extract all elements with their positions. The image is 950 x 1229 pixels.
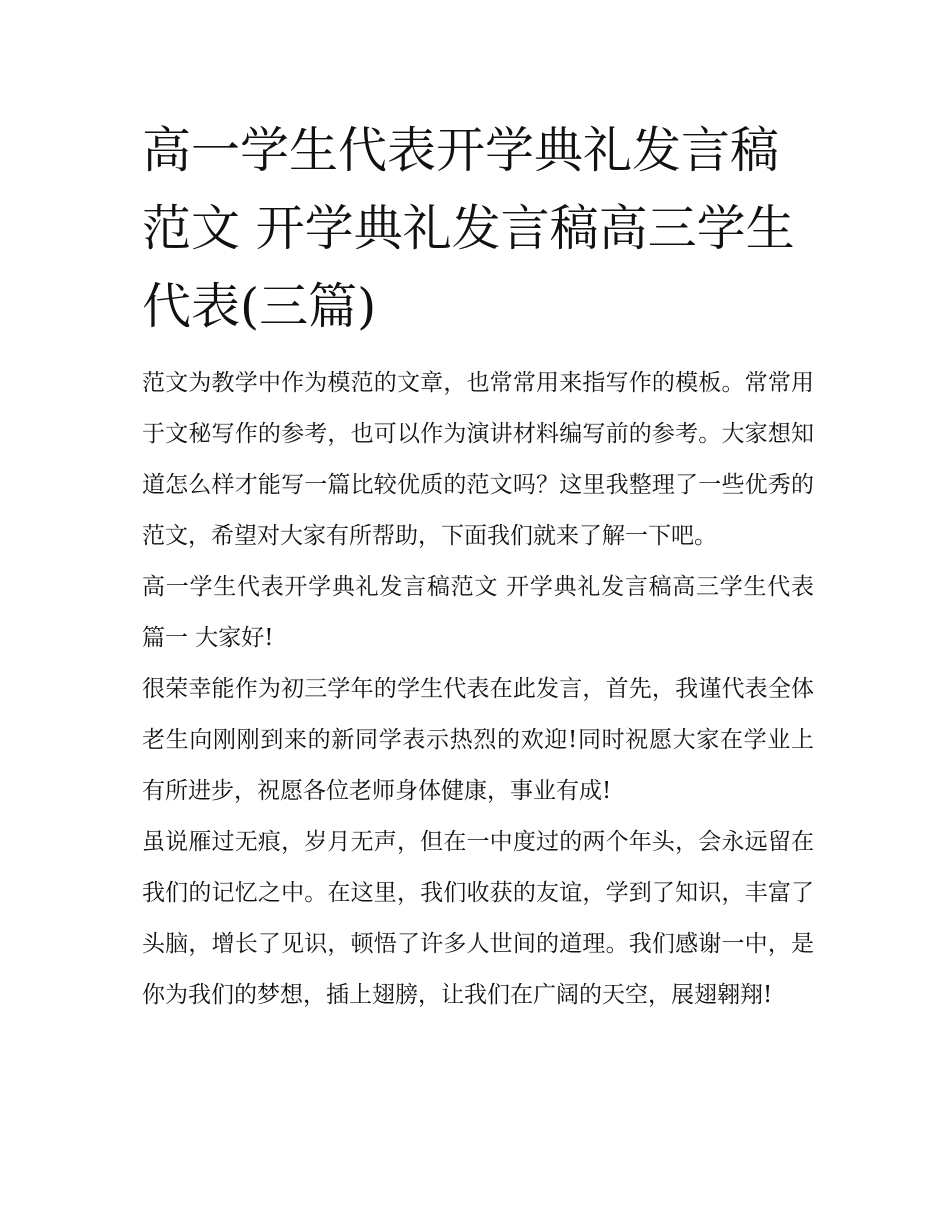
section-heading-paragraph: 高一学生代表开学典礼发言稿范文 开学典礼发言稿高三学生代表篇一 大家好! [142, 574, 814, 651]
document-title: 高一学生代表开学典礼发言稿范文 开学典礼发言稿高三学生代表(三篇) [142, 122, 795, 335]
document-body [142, 112, 814, 1021]
intro-paragraph: 范文为教学中作为模范的文章，也常常用来指写作的模板。常常用于文秘写作的参考，也可以作为演讲材料编写前的参考。大家想知道怎么样才能写一篇比较优质的范文吗？这里我整理了一些优秀的范文，希望对大家有所帮助，下面我们就来了解一下吧。 [142, 370, 814, 549]
memory-paragraph: 虽说雁过无痕，岁月无声，但在一中度过的两个年头，会永远留在我们的记忆之中。在这里，我们收获的友谊，学到了知识，丰富了头脑，增长了见识，顿悟了许多人世间的道理。我们感谢一中，是你为我们的梦想，插上翅膀，让我们在广阔的天空，展翅翱翔! [142, 829, 814, 1008]
welcome-paragraph: 很荣幸能作为初三学年的学生代表在此发言，首先，我谨代表全体老生向刚刚到来的新同学表示热烈的欢迎!同时祝愿大家在学业上有所进步，祝愿各位老师身体健康，事业有成! [142, 676, 814, 804]
